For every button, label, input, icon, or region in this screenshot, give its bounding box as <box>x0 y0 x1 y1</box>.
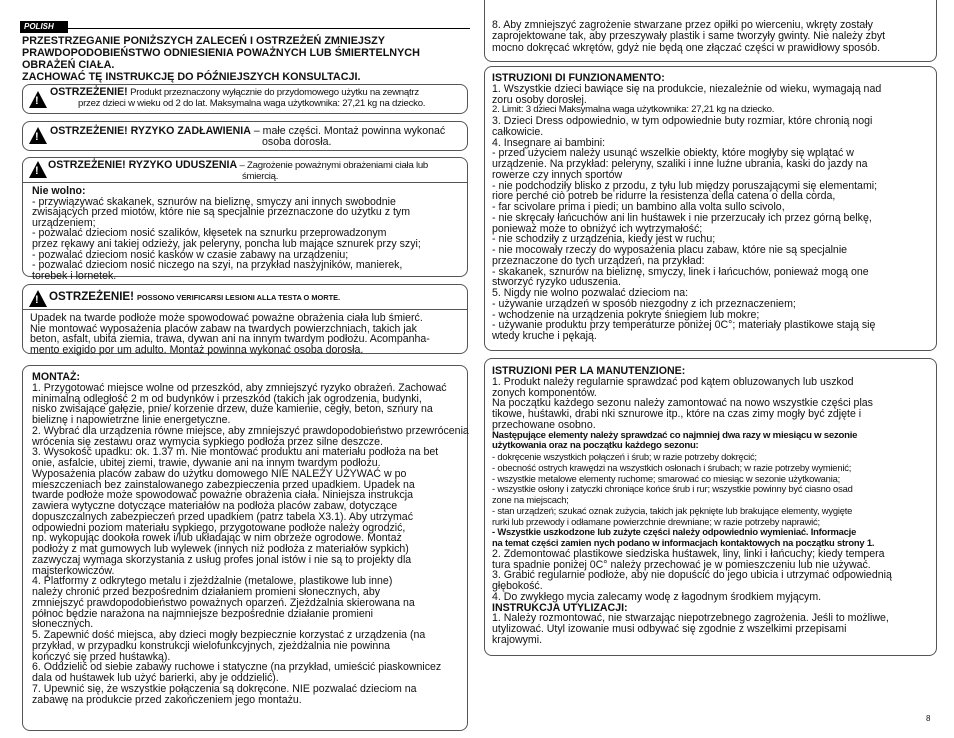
montaz-line: 4. Platformy z odkrytego metalu i zjeżdżalnie (metalowe, plastikowe lub inne) <box>32 575 393 588</box>
montaz-line: zawiera wytyczne dotyczące materiałów na podłoża placów zabaw, dotyczące <box>32 500 398 512</box>
montaz-line: dala od huśtawek lub użyć barierki, aby je oddzielić). <box>32 672 279 684</box>
maintenance-check: - wszystkie osłony i zatyczki chroniące końce śrub i rur; wszystkie powinny być ciasno osad <box>492 483 853 495</box>
page-number: 8 <box>926 714 931 723</box>
language-tag: POLISH <box>20 21 68 33</box>
montaz-line: bieliznę i napowietrzne linie energetyczne. <box>32 414 231 426</box>
list-item: - pozwalać dzieciom nosić niczego na szyi, na przykład naszyjników, manierek, <box>32 259 403 272</box>
warning-label: OSTRZEŻENIE! RYZYKO ZADŁAWIENIA <box>50 125 251 137</box>
operating-subitem: - nie podchodziły blisko z przodu, z tyłu lub między poruszającymi się elementami; <box>492 179 878 192</box>
warning-triangle-icon <box>29 91 47 108</box>
warning-label-small: POSSONO VERIFICARSI LESIONI ALLA TESTA O MORTE. <box>136 293 341 302</box>
assembly-line: 8. Aby zmniejszyć zagrożenie stwarzane przez opiłki po wierceniu, wkręty zostały <box>492 19 873 31</box>
list-item: torebek i lornetek. <box>32 269 117 282</box>
operating-line: całkowicie. <box>492 125 544 138</box>
warning-fall-text <box>30 313 430 355</box>
warning-strangulation-text <box>48 160 428 182</box>
list-item: przez rękawy ani takiej odzieży, jak peleryny, poncha lub mające sznurek przy szyi; <box>32 237 421 250</box>
warning-line: przez dzieci w wieku od 2 do lat. Maksymalna waga użytkownika: 27,21 kg na dziecko. <box>78 98 426 110</box>
montaz-line: kończyć się przed huśtawką). <box>32 650 171 663</box>
warning-label: OSTRZEŻENIE! RYZYKO UDUSZENIA <box>48 159 238 171</box>
montaz-line: 3. Wysokość upadku: ok. 1.37 m. Nie montować produktu ani materiału podłoża na bet <box>32 446 439 459</box>
warning-usage-text <box>50 87 425 109</box>
warning-line: Nie montować wyposażenia placów zabaw na twardych powierzchniach, takich jak <box>30 322 417 335</box>
montaz-line: 1. Przygotować miejsce wolne od przeszkód, aby zmniejszyć ryzyko obrażeń. Zachować <box>32 381 447 394</box>
operating-line: 1. Wszystkie dzieci bawiące się na produkcie, niezależnie od wieku, wymagają nad <box>492 82 882 95</box>
maintenance-line: 3. Grabić regularnie podłoże, aby nie dopuścić do jego ubicia i utrzymać odpowiednią <box>492 569 892 582</box>
header-warning <box>22 35 420 83</box>
header-line: ZACHOWAĆ TĘ INSTRUKCJĘ DO PÓŹNIEJSZYCH KONSULTACJI. <box>22 71 361 83</box>
nie-wolno-list <box>32 186 421 281</box>
montaz-line: przykład, w przypadku konstrukcji wielofunkcyjnych, zjeżdżalnia nie powinna <box>32 639 391 652</box>
maintenance-line: przechowane osobno. <box>492 418 596 431</box>
list-item: - przywiązywać skakanek, sznurów na bieliznę, smyczy ani innych swobodnie <box>32 195 396 208</box>
montaz-line: majsterkowiczów. <box>32 564 115 577</box>
maintenance-check: rurki lub przewody i odłamane powierzchnie drewniane; w razie potrzeby naprawić; <box>492 515 820 527</box>
operating-line: zoru osoby dorosłej. <box>492 93 587 106</box>
warning-line: mento exigido por um adulto. Montaż powinna wykonać osoba dorosła. <box>30 343 364 356</box>
warning-line: Upadek na twarde podłoże może spowodować poważne obrażenia ciała lub śmierć. <box>30 312 423 324</box>
operating-subitem: - używanie urządzeń w sposób niezgodny z ich przeznaczeniem; <box>492 297 796 310</box>
montaz-line: dopuszczalnych zabezpieczeń przed upadkiem (patrz tabela X3.1). Aby utrzymać <box>32 510 413 523</box>
operating-subitem: przeznaczone do tych urządzeń, na przykład: <box>492 254 705 267</box>
maintenance-check: - stan urządzeń; szukać oznak zużycia, takich jak pęknięte lub brakujące elementy, wygięte <box>492 504 853 516</box>
operating-subitem: - wchodzenie na urządzenia pokryte śniegiem lub mokre; <box>492 308 760 321</box>
disposal-title: INSTRUKCJA UTYLIZACJI: <box>492 601 628 614</box>
warning-triangle-icon <box>29 161 47 178</box>
operating-subitem: urządzenie. Na przykład: peleryny, szaliki i inne luźne ubrania, kaski do jazdy na <box>492 158 868 170</box>
nie-wolno-label: Nie wolno: <box>32 185 86 197</box>
divider <box>22 182 468 183</box>
list-item: urządzeniem; <box>32 216 96 229</box>
montaz-line: 7. Upewnić się, że wszystkie połączenia są dokręcone. NIE pozwalać dzieciom na <box>32 682 417 695</box>
header-line: PRZESTRZEGANIE PONIŻSZYCH ZALECEŃ I OSTRZEŻEŃ ZMNIEJSZY <box>22 35 385 47</box>
maintenance-bold-line: Następujące elementy należy sprawdzać co najmniej dwa razy w miesiącu w sezonie <box>492 429 858 441</box>
section-title: ISTRUZIONI PER LA MANUTENZIONE: <box>492 365 686 377</box>
operating-subitem: wtedy kruche i pękają. <box>492 330 597 342</box>
montaz-line: słonecznych. <box>32 618 94 631</box>
disposal-line: krajowymi. <box>492 633 543 646</box>
montaz-line: zmniejszyć prawdopodobieństwo poważnych oparzeń. Zjeżdżalnia skierowana na <box>32 596 415 609</box>
montaz-line: 2. Wybrać dla urządzenia równe miejsce, aby zmniejszyć prawdopodobieństwo przewrócenia <box>32 424 469 437</box>
montaz-line: minimalną odległość 2 m od budynków i przeszkód (takich jak ogrodzenia, budynki, <box>32 392 422 405</box>
operating-subitem: - nie skręcały łańcuchów ani lin huśtawek i nie przerzucały ich przez górną belkę, <box>492 211 872 224</box>
maintenance-line: głębokość. <box>492 580 543 592</box>
maintenance-line: 1. Produkt należy regularnie sprawdzać pod kątem obluzowanych lub uszkod <box>492 375 854 388</box>
operating-line: 4. Insegnare ai bambini: <box>492 136 606 149</box>
maintenance-line: tura spadnie poniżej 0C° należy przechować je w pomieszczeniu lub nie używać. <box>492 558 871 571</box>
warning-fall-title <box>49 291 340 303</box>
montaz-line: należy chronić przed bezpośrednim działaniem promieni słonecznych, aby <box>32 586 381 598</box>
operating-subitem: - nie schodziły z urządzenia, kiedy jest w ruchu; <box>492 233 716 246</box>
operating-subitem: - skakanek, sznurów na bieliznę, smyczy, linek i łańcuchów, ponieważ mogą one <box>492 265 869 278</box>
operating-subitem: - far scivolare prima i piedi; un bambino alla volta sullo scivolo, <box>492 201 785 213</box>
montaz-line: np. wykopując dookoła rowek i/lub układając w nim obrzeże ogrodowe. Montaż <box>32 532 402 545</box>
operating-line: 2. Limit: 3 dzieci Maksymalna waga użytkownika: 27,21 kg na dziecko. <box>492 104 775 116</box>
montaz-line: podłoży z mat gumowych lub wylewek (innych niż podłoża z materiałów sypkich) <box>32 543 409 555</box>
assembly-line: mocno dokręcać wkrętów, gdyż nie będą one złączać części w prawidłowy sposób. <box>492 41 881 54</box>
maintenance-bold-line: użytkowania oraz na początku każdego sezonu: <box>492 440 699 452</box>
maintenance-check: - dokręcenie wszystkich połączeń i śrub; w razie potrzeby dokręcić; <box>492 451 757 462</box>
operating-subitem: riore perché ciò potreb be ridurre la resistenza della catena o della corda, <box>492 190 836 203</box>
operating-line: 3. Dzieci Dress odpowiednio, w tym odpowiednie buty rozmiar, które chronią nogi <box>492 115 873 127</box>
warning-label: OSTRZEŻENIE! <box>50 86 128 98</box>
warning-line: beton, asfalt, ubita ziemia, trawa, dywan ani na innym twardym podłożu. Acompanha- <box>30 333 430 346</box>
warning-triangle-icon <box>29 290 47 307</box>
operating-subitem: - nie mocowały rzeczy do wyposażenia placu zabaw, które nie są specjalnie <box>492 244 848 256</box>
divider <box>22 309 468 310</box>
montaz-line: odpowiedni poziom materiału sypkiego, przygotowane podłoże należy ogrodzić, <box>32 521 406 534</box>
montaz-line: 6. Oddzielić od siebie zabawy ruchowe i statyczne (na przykład, umieścić piaskownicez <box>32 661 442 674</box>
section-title: MONTAŻ: <box>32 371 81 383</box>
maintenance-check: - wszystkie metalowe elementy ruchome; smarować co miesiąc w sezonie użytkowania; <box>492 472 840 484</box>
assembly-continued-text <box>492 20 885 54</box>
maintenance-line: 2. Zdemontować plastikowe siedziska huśtawek, liny, linki i łańcuchy; kiedy tempera <box>492 547 885 560</box>
warning-line: osoba dorosła. <box>262 136 332 149</box>
maintenance-instructions <box>492 366 892 646</box>
operating-subitem: - używanie produktu przy temperaturze poniżej 0C°; materiały plastikowe stają się <box>492 319 876 332</box>
montaz-line: nisko zwisające gałęzie, pnie/ korzenie drzew, duże kamienie, cegły, beton, sznury na <box>32 403 433 416</box>
maintenance-check: - obecność ostrych krawędzi na wszystkich osłonach i śrubach; w razie potrzeby wymienić; <box>492 461 852 473</box>
maintenance-line: zonych komponentów. <box>492 386 597 399</box>
operating-subitem: ponieważ może to obniżyć ich wytrzymałość; <box>492 222 703 235</box>
list-item: - pozwalać dzieciom nosić kasków w czasie zabawy na urządzeniu; <box>32 248 349 261</box>
warning-line: śmiercią. <box>242 171 279 183</box>
warning-line: Produkt przeznaczony wyłącznie do przydomowego użytku na zewnątrz <box>127 87 419 98</box>
montaz-line: onie, asfalcie, ubitej ziemi, trawie, dywanie ani na innym twardym podłożu. <box>32 457 381 469</box>
maintenance-bold-line: na temat części zamien nych podano w informacjach kontaktowych na początku strony 1. <box>492 537 875 548</box>
operating-subitem: rowerze czy innych sportów <box>492 168 623 181</box>
operating-subitem: - przed użyciem należy usunąć wszelkie obiekty, które mogłyby się wplątać w <box>492 147 854 160</box>
assembly-line: zaprojektowane tak, aby przeszywały plastik i same tworzyły gwinty. Nie należy zbyt <box>492 30 886 43</box>
operating-subitem: stworzyć ryzyko uduszenia. <box>492 276 621 289</box>
montaz-line: 5. Zapewnić dość miejsca, aby dzieci mogły bezpiecznie korzystać z urządzenia (na <box>32 629 426 641</box>
montaz-section <box>32 372 469 705</box>
warning-label: OSTRZEŻENIE! <box>49 290 135 303</box>
header-line: PRAWDOPODOBIEŃSTWO ODNIESIENIA POWAŻNYCH LUB ŚMIERTELNYCH <box>22 47 420 59</box>
list-item: - pozwalać dzieciom nosić szalików, kłęsetek na sznurku przeprowadzonym <box>32 227 387 240</box>
montaz-line: mieszczeniach bez zainstalowanego zabezpieczenia przed upadkiem. Upadek na <box>32 478 415 491</box>
warning-line: – Zagrożenie poważnymi obrażeniami ciała lub <box>237 160 428 171</box>
maintenance-line: 4. Do zwykłego mycia zalecamy wodę z łagodnym środkiem myjącym. <box>492 590 822 603</box>
warning-choking-text <box>50 126 445 148</box>
montaz-line: wrócenia się zestawu oraz wymycia sypkiego podłoża przez silne deszcze. <box>32 435 383 448</box>
montaz-line: twarde podłoże może spowodować poważne obrażenia ciała. Niniejsza instrukcja <box>32 489 413 502</box>
language-tag-bar <box>20 16 470 29</box>
warning-line: – małe części. Montaż powinna wykonać <box>250 125 446 137</box>
list-item: zwisających przed miotów, które nie są specjalnie przeznaczone do użytku z tym <box>32 206 411 219</box>
disposal-line: utylizować. Utyl izowanie musi odbywać się zgodnie z wszelkimi przepisami <box>492 623 847 635</box>
montaz-line: zazwyczaj wymaga skorzystania z usług profes jonal istów i nie są to projekty dla <box>32 553 412 566</box>
operating-instructions <box>492 73 881 342</box>
maintenance-bold-line: - Wszystkie uszkodzone lub zużyte części należy odpowiednio wymieniać. Informacje <box>492 526 857 538</box>
maintenance-line: tikowe, huśtawki, drabi nki sznurowe itp., które na czas zimy mogły być zdjęte i <box>492 408 862 420</box>
montaz-line: zabawę na produkcie przed zakończeniem jego montażu. <box>32 693 302 706</box>
header-line: OBRAŻEŃ CIAŁA. <box>22 59 115 71</box>
operating-line: 5. Nigdy nie wolno pozwalać dzieciom na: <box>492 287 689 299</box>
montaz-line: północ będzie narażona na najmniejsze bezpośrednie działanie promieni <box>32 607 373 620</box>
maintenance-check: zone na miejscach; <box>492 494 569 505</box>
disposal-line: 1. Należy rozmontować, nie stwarzając niepotrzebnego zagrożenia. Jeśli to możliwe, <box>492 612 889 625</box>
maintenance-line: Na początku każdego sezonu należy zamontować na nowo wszystkie części plas <box>492 397 873 410</box>
warning-triangle-icon <box>29 127 47 144</box>
section-title: ISTRUZIONI DI FUNZIONAMENTO: <box>492 72 665 84</box>
montaz-line: Wyposażenia placów zabaw do użytku domowego NIE NALEŻY UŻYWAĆ w po <box>32 467 407 480</box>
